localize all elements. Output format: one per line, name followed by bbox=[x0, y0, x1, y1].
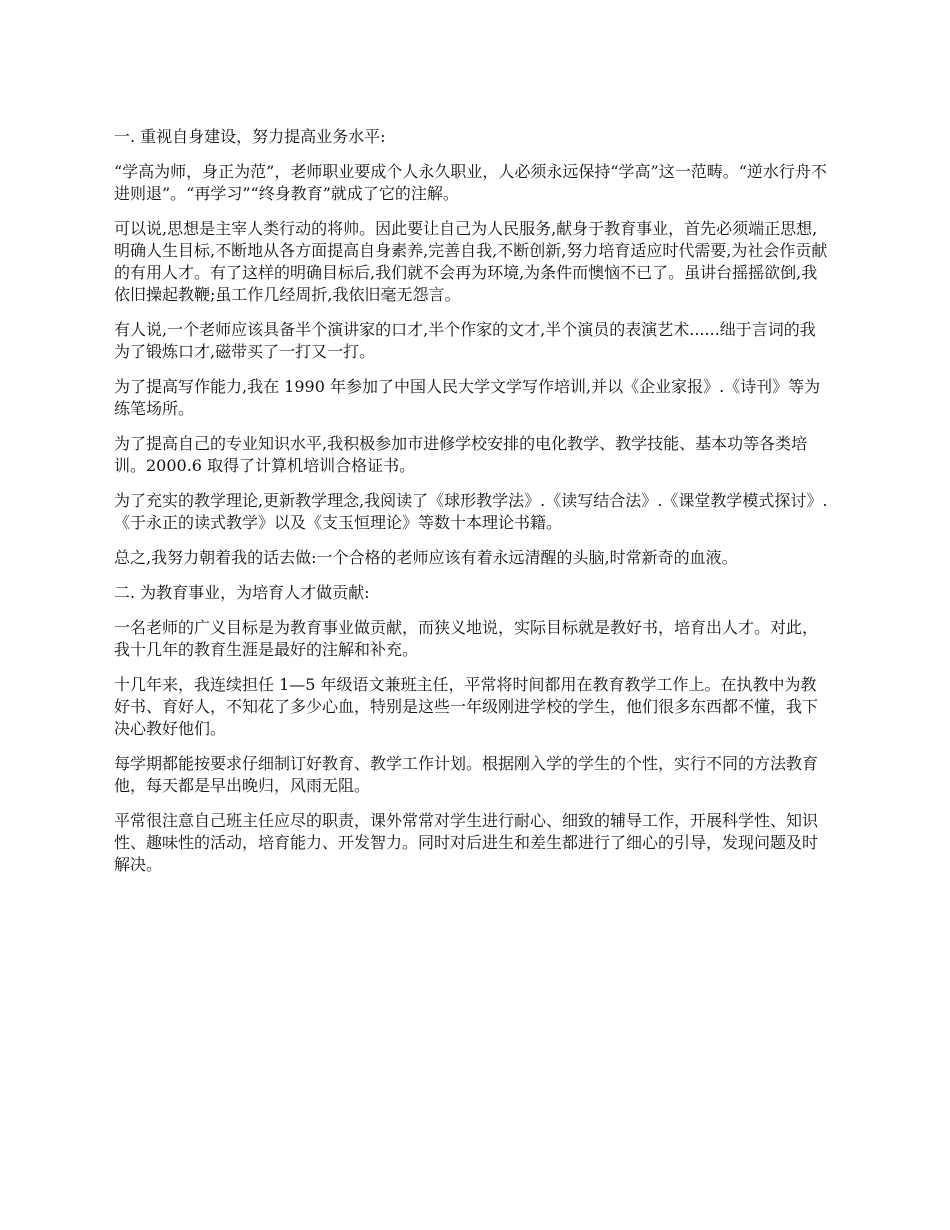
document-body bbox=[114, 126, 830, 889]
section-heading-1: 一. 重视自身建设，努力提高业务水平: bbox=[114, 127, 386, 146]
paragraph: 有人说,一个老师应该具备半个演讲家的口才,半个作家的文才,半个演员的表演艺术......绌于言词的我为了锻炼口才,磁带买了一打又一打。 bbox=[114, 320, 816, 361]
paragraph: 为了提高自己的专业知识水平,我积极参加市进修学校安排的电化教学、教学技能、基本功等各类培训。2000.6 取得了计算机培训合格证书。 bbox=[114, 434, 808, 475]
paragraph: 为了充实的教学理论,更新教学理念,我阅读了《球形教学法》.《读写结合法》.《课堂教学模式探讨》.《于永正的读式教学》以及《支玉恒理论》等数十本理论书籍。 bbox=[114, 491, 828, 532]
paragraph: 每学期都能按要求仔细制订好教育、教学工作计划。根据刚入学的学生的个性，实行不同的方法教育他，每天都是早出晚归，风雨无阻。 bbox=[114, 754, 819, 795]
paragraph: 总之,我努力朝着我的话去做:一个合格的老师应该有着永远清醒的头脑,时常新奇的血液。 bbox=[114, 548, 738, 567]
paragraph: 一名老师的广义目标是为教育事业做贡献，而狭义地说，实际目标就是教好书，培育出人才。对此，我十几年的教育生涯是最好的注解和补充。 bbox=[114, 618, 819, 659]
paragraph: 可以说,思想是主宰人类行动的将帅。因此要让自己为人民服务,献身于教育事业，首先必须端正思想,明确人生目标,不断地从各方面提高自身素养,完善自我,不断创新,努力培育适应时代需要,为社会作贡献的有用人才。有了这样的明确目标后,我们就不会再为环境,为条件而懊恼不已了。虽讲台摇摇欲倒,我依旧操起教鞭;虽工作几经周折,我依旧毫无怨言。 bbox=[114, 219, 828, 304]
paragraph: 平常很注意自己班主任应尽的职责，课外常常对学生进行耐心、细致的辅导工作，开展科学性、知识性、趣味性的活动，培育能力、开发智力。同时对后进生和差生都进行了细心的引导，发现问题及时解决。 bbox=[114, 811, 819, 874]
paragraph: 十几年来，我连续担任 1—5 年级语文兼班主任，平常将时间都用在教育教学工作上。在执教中为教好书、育好人，不知花了多少心血，特别是这些一年级刚进学校的学生，他们很多东西都不懂，我下决心教好他们。 bbox=[114, 675, 819, 738]
paragraph: “学高为师，身正为范”，老师职业要成个人永久职业，人必须永远保持“学高”这一范畴。“逆水行舟不进则退”。“再学习”“终身教育”就成了它的注解。 bbox=[114, 162, 827, 203]
paragraph: 为了提高写作能力,我在 1990 年参加了中国人民大学文学写作培训,并以《企业家报》.《诗刊》等为练笔场所。 bbox=[114, 377, 821, 418]
section-heading-2: 二. 为教育事业，为培育人才做贡献: bbox=[114, 583, 370, 602]
